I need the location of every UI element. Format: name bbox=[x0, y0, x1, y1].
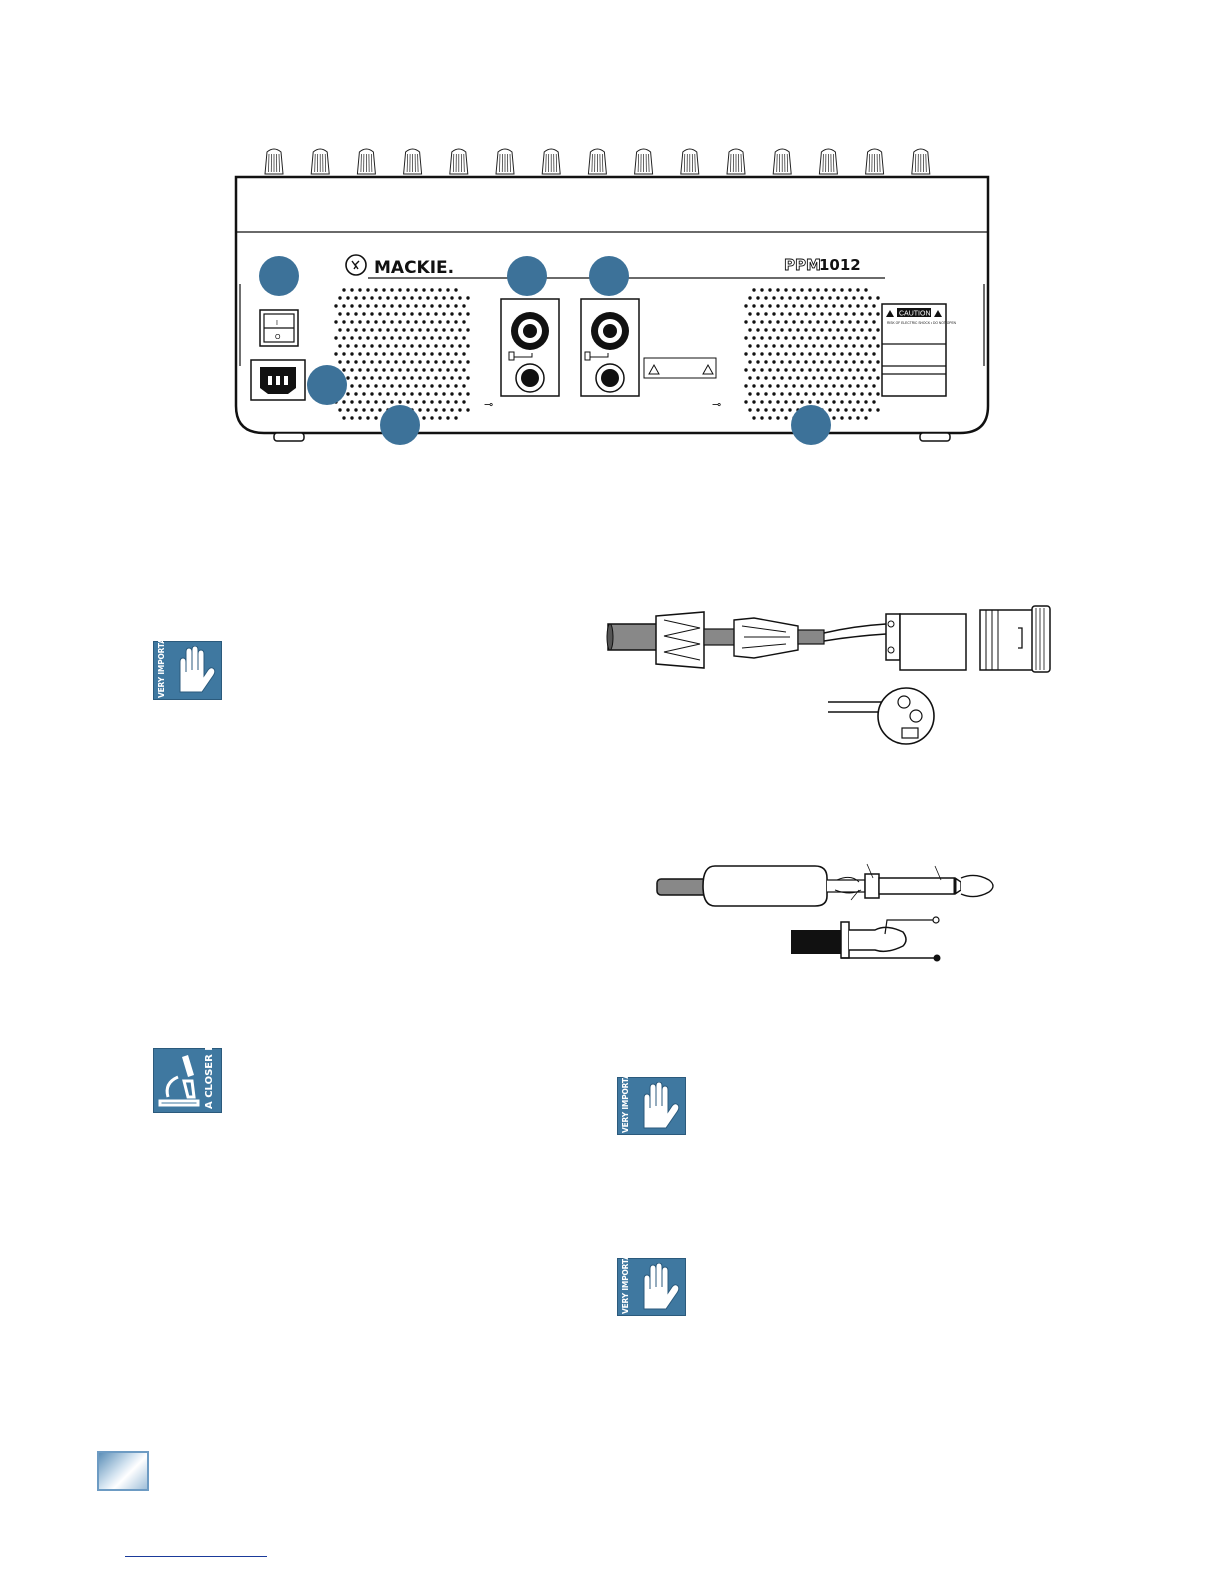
quarter-inch-plug-illustration bbox=[655, 860, 1000, 970]
callout-badge-power-switch bbox=[259, 256, 299, 296]
very-important-icon bbox=[153, 627, 222, 700]
knob-icon bbox=[542, 149, 560, 174]
callout-badge-power-inlet bbox=[307, 365, 347, 405]
very-important-label: VERY IMPORTANT bbox=[157, 627, 166, 698]
caution-subtext: RISK OF ELECTRIC SHOCK • DO NOT OPEN bbox=[887, 321, 957, 325]
svg-text:⊸: ⊸ bbox=[484, 399, 494, 411]
speakon-connector-illustration bbox=[604, 602, 1056, 752]
callout-badge-output-2 bbox=[589, 256, 629, 296]
caution-label: CAUTION bbox=[899, 310, 931, 318]
brand-logo-text: MACKIE. bbox=[374, 258, 455, 278]
knob-icon bbox=[635, 149, 653, 174]
a-closer-look-icon bbox=[153, 1019, 222, 1113]
knob-icon bbox=[773, 149, 791, 174]
footer-rule bbox=[125, 1556, 267, 1557]
microscope-icon bbox=[158, 1053, 202, 1109]
switch-on-mark: I bbox=[276, 320, 278, 327]
very-important-icon bbox=[617, 1243, 686, 1316]
knob-icon bbox=[265, 149, 283, 174]
svg-text:⊸: ⊸ bbox=[712, 399, 722, 411]
page-number-tab bbox=[97, 1451, 149, 1491]
a-closer-look-label: A CLOSER LOOK bbox=[204, 1019, 215, 1109]
top-knobs bbox=[265, 149, 930, 174]
knob-icon bbox=[681, 149, 699, 174]
model-number-text: 1012 bbox=[819, 256, 861, 274]
knob-icon bbox=[588, 149, 606, 174]
very-important-icon bbox=[617, 1062, 686, 1135]
knob-icon bbox=[450, 149, 468, 174]
model-outline-text: PPM bbox=[784, 256, 821, 274]
knob-icon bbox=[404, 149, 422, 174]
knob-icon bbox=[912, 149, 930, 174]
very-important-label: VERY IMPORTANT bbox=[621, 1243, 630, 1314]
knob-icon bbox=[357, 149, 375, 174]
knob-icon bbox=[496, 149, 514, 174]
callout-badge-speaker-right bbox=[791, 405, 831, 445]
callout-badge-speaker-left bbox=[380, 405, 420, 445]
knob-icon bbox=[866, 149, 884, 174]
very-important-label: VERY IMPORTANT bbox=[621, 1062, 630, 1133]
knob-icon bbox=[819, 149, 837, 174]
knob-icon bbox=[727, 149, 745, 174]
callout-badge-output-1 bbox=[507, 256, 547, 296]
knob-icon bbox=[311, 149, 329, 174]
switch-off-mark: O bbox=[275, 334, 281, 341]
